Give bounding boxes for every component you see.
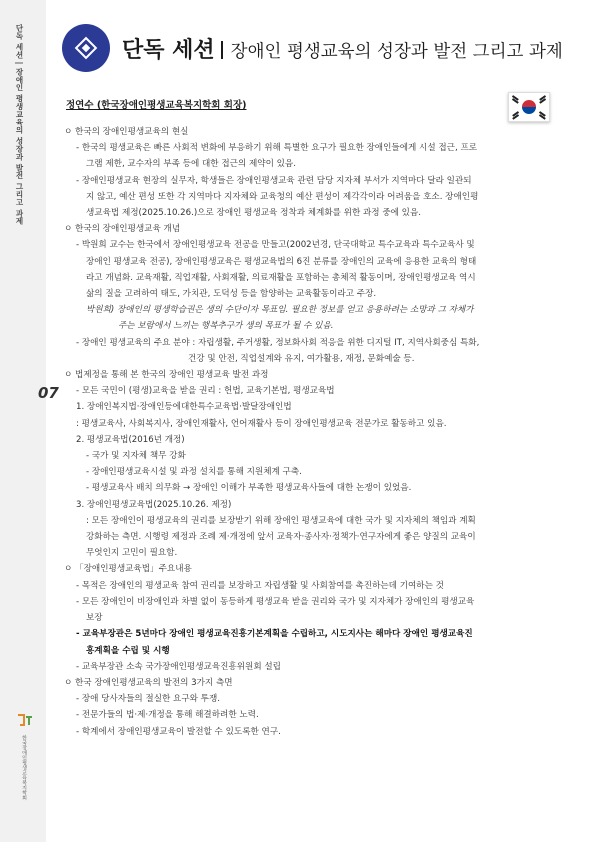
bullet-continuation: 무엇인지 고민이 필요함.	[86, 548, 178, 559]
running-title: 단독 세션 | 장애인 평생교육의 성장과 발전 그리고 과제	[15, 24, 24, 226]
bullet-item: - 장애인 평생교육의 주요 분야 : 자립생활, 주거생활, 정보화사회 적응을 위한 디지털 IT, 지역사회중심 특화,	[76, 337, 480, 348]
title-main: 단독 세션	[122, 38, 215, 63]
section-heading: ㅇ 한국 장애인평생교육의 발전의 3가지 측면	[64, 677, 233, 688]
bullet-item: - 박원희 교수는 한국에서 장애인평생교육 전공을 만들고(2002년경, 단국대학교 특수교육과 특수교육사 및	[76, 240, 475, 251]
bullet-item: - 전문가들의 법·제·개정을 통해 해결하려한 노력.	[76, 710, 259, 721]
bullet-item: - 모든 장애인이 비장애인과 차별 없이 동등하게 평생교육 받을 권리와 국가 및 지자체가 장애인의 평생교육	[76, 596, 475, 607]
bullet-item: - 장애인평생교육 현장의 실무자, 학생들은 장애인평생교육 관련 담당 지자체 부서가 지역마다 달라 일관되	[76, 175, 472, 186]
bullet-item: - 장애인평생교육시설 및 과정 설치를 통해 지원체계 구축.	[86, 467, 302, 478]
page-title	[122, 33, 563, 64]
bullet-item: - 한국의 평생교육은 빠른 사회적 변화에 부응하기 위해 특별한 요구가 필요한 장애인들에게 시설 접근, 프로	[76, 143, 478, 154]
bullet-continuation: : 평생교육사, 사회복지사, 장애인재활사, 언어재활사 등이 장애인평생교육 전문가로 활동하고 있음.	[76, 418, 447, 429]
sidebar	[0, 0, 59, 842]
page-number: 07	[38, 384, 59, 402]
bullet-item: - 장애 당사자들의 절실한 요구와 투쟁.	[76, 694, 221, 705]
title-separator	[221, 41, 223, 59]
bullet-item: - 모든 국민이 (평생)교육을 받을 권리 : 헌법, 교육기본법, 평생교육법	[76, 386, 335, 397]
numbered-item: 1. 장애인복지법·장애인등에대한특수교육법·발달장애인법	[76, 402, 292, 413]
diamond-icon	[62, 24, 110, 72]
bullet-continuation: 라고 개념화. 교육재활, 직업재활, 사회재활, 의료재활을 포함하는 총체적 활동이며, 장애인평생교육 역시	[86, 272, 476, 283]
quote-line: 주는 보람에서 느끼는 행복추구가 생의 목표가 될 수 있음.	[118, 321, 334, 332]
bullet-continuation: 삶의 질을 고려하여 태도, 가치관, 도덕성 등을 함양하는 교육활동이라고 주장.	[86, 289, 377, 300]
section-heading: ㅇ 「장애인평생교육법」주요내용	[64, 564, 192, 575]
bullet-continuation: 보장	[86, 613, 103, 624]
bullet-item: - 교육부장관 소속 국가장애인평생교육진흥위원회 설립	[76, 661, 281, 672]
korean-flag-icon	[508, 92, 550, 122]
logo-text: 한국장애인평생교육복지학회	[21, 735, 27, 800]
bullet-continuation: 강화하는 측면. 시행령 제정과 조례 제·개정에 앞서 교육자·종사자·정책가·연구자에게 좋은 양질의 교육이	[86, 532, 476, 543]
bullet-item: - 목적은 장애인의 평생교육 참여 권리를 보장하고 자립생활 및 사회참여를 촉진하는데 기여하는 것	[76, 580, 444, 591]
section-heading: ㅇ 한국의 장애인평생교육 개념	[64, 224, 181, 235]
bullet-continuation: 지 않고, 예산 편성 또한 각 지역마다 지자체와 교육청의 예산 편성이 제각각이라 어려움을 호소. 장애인평	[86, 191, 479, 202]
bullet-continuation: 생교육법 제정(2025.10.26.)으로 장애인 평생교육 정착과 체계화를 위한 과정 중에 있음.	[86, 208, 422, 219]
bullet-continuation: 그램 제한, 교수자의 부족 등에 대한 접근의 제약이 있음.	[86, 159, 296, 170]
body-text	[64, 124, 564, 740]
bullet-continuation: 장애인 평생교육 전공), 장애인평생교육은 평생교육법의 6진 분류를 장애인의 교육에 응용한 교육의 형태	[86, 256, 477, 267]
bullet-item: - 국가 및 지자체 책무 강화	[86, 451, 186, 462]
bullet-item: - 평생교육사 배치 의무화 → 장애인 이해가 부족한 평생교육사들에 대한 논쟁이 있었음.	[86, 483, 412, 494]
society-logo-icon	[16, 712, 36, 800]
section-heading: ㅇ 한국의 장애인평생교육의 현실	[64, 127, 189, 137]
bullet-continuation: 건강 및 안전, 직업설계와 유지, 여가활용, 재정, 문화예술 등.	[188, 353, 415, 364]
bullet-item: : 모든 장애인이 평생교육의 권리를 보장받기 위해 장애인 평생교육에 대한 국가 및 지자체의 책임과 계획	[86, 515, 476, 526]
title-sub: 장애인 평생교육의 성장과 발전 그리고 과제	[230, 42, 563, 62]
bullet-continuation-bold: 흥계획을 수립 및 시행	[86, 645, 170, 656]
numbered-item: 2. 평생교육법(2016년 개정)	[76, 434, 185, 445]
bullet-item: - 학계에서 장애인평생교육이 발전할 수 있도록한 연구.	[76, 726, 281, 737]
quote-line: 박원희) 장애인의 평생학습권은 생의 수단이자 목표임. 필요한 정보를 얻고 응용하려는 소망과 그 자체가	[86, 305, 474, 316]
section-heading: ㅇ 법제정을 통해 본 한국의 장애인 평생교육 발전 과정	[64, 370, 269, 381]
logo-mark	[16, 713, 34, 727]
header	[62, 24, 572, 76]
numbered-item: 3. 장애인평생교육법(2025.10.26. 제정)	[76, 499, 232, 510]
bullet-item-bold: - 교육부장관은 5년마다 장애인 평생교육진흥기본계획을 수립하고, 시도지사는 해마다 장애인 평생교육진	[76, 629, 473, 640]
author: 정연수 (한국장애인평생교육복지학회 회장)	[66, 100, 247, 111]
